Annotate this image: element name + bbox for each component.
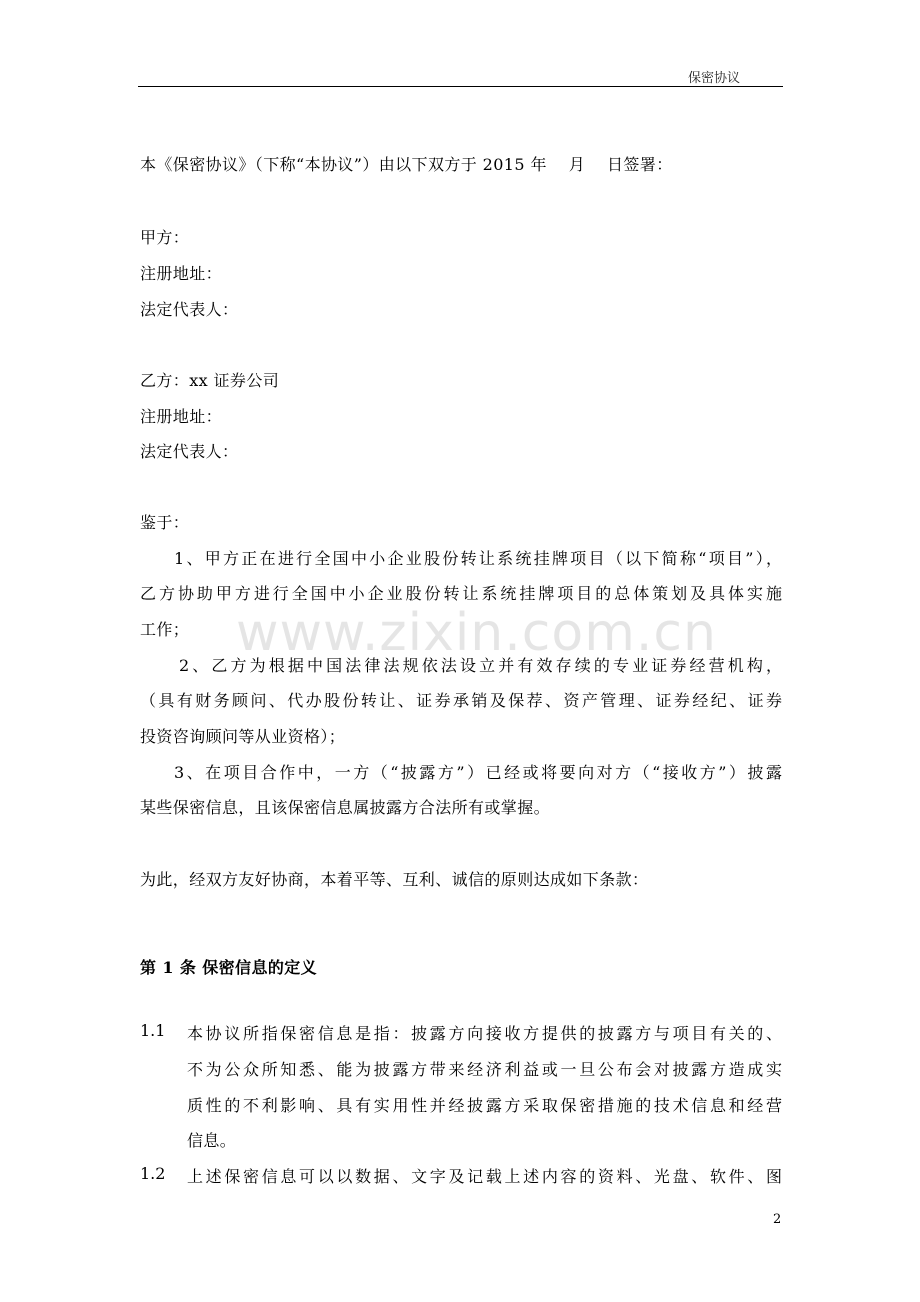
whereas-item-2-line-1: 2、乙方为根据中国法律法规依法设立并有效存续的专业证券经营机构， xyxy=(179,656,782,675)
clause-1-1-number: 1.1 xyxy=(140,1021,166,1040)
party-b-address: 注册地址： xyxy=(140,407,223,426)
clause-1-1-line-1: 本协议所指保密信息是指：披露方向接收方提供的披露方与项目有关的、 xyxy=(187,1024,782,1043)
article-1-title: 第 1 条 保密信息的定义 xyxy=(140,958,318,977)
party-a-address: 注册地址： xyxy=(140,264,223,283)
party-b-representative: 法定代表人： xyxy=(140,442,239,461)
whereas-item-2-line-3: 投资咨询顾问等从业资格）； xyxy=(140,727,346,746)
clause-1-1-line-2: 不为公众所知悉、能为披露方带来经济利益或一旦公布会对披露方造成实 xyxy=(187,1060,782,1079)
party-b-label: 乙方：xx 证券公司 xyxy=(140,371,280,390)
whereas-item-1-line-1: 1、甲方正在进行全国中小企业股份转让系统挂牌项目（以下简称“项目”）， xyxy=(174,549,782,568)
header-rule xyxy=(138,86,783,87)
whereas-item-3-line-2: 某些保密信息，且该保密信息属披露方合法所有或掌握。 xyxy=(140,798,551,817)
running-header: 保密协议 xyxy=(688,71,741,86)
watermark: www.zixin.com.cn xyxy=(236,603,717,663)
party-a-label: 甲方： xyxy=(140,228,190,247)
whereas-item-3-line-1: 3、在项目合作中，一方（“披露方”）已经或将要向对方（“接收方”）披露 xyxy=(174,763,782,782)
whereas-item-1-line-2: 乙方协助甲方进行全国中小企业股份转让系统挂牌项目的总体策划及具体实施 xyxy=(140,584,782,603)
intro-sentence: 本《保密协议》（下称“本协议”）由以下双方于 2015 年 月 日签署： xyxy=(140,155,673,174)
therefore-sentence: 为此，经双方友好协商，本着平等、互利、诚信的原则达成如下条款： xyxy=(140,870,649,889)
clause-1-1-line-3: 质性的不利影响、具有实用性并经披露方采取保密措施的技术信息和经营 xyxy=(187,1096,782,1115)
party-a-representative: 法定代表人： xyxy=(140,300,239,319)
clause-1-2-number: 1.2 xyxy=(140,1164,166,1183)
clause-1-1-line-4: 信息。 xyxy=(187,1131,237,1150)
page-number: 2 xyxy=(773,1212,782,1227)
whereas-item-1-line-3: 工作； xyxy=(140,620,190,639)
whereas-item-2-line-2: （具有财务顾问、代办股份转让、证券承销及保荐、资产管理、证券经纪、证券 xyxy=(140,691,782,710)
whereas-label: 鉴于： xyxy=(140,513,190,532)
clause-1-2-line-1: 上述保密信息可以以数据、文字及记载上述内容的资料、光盘、软件、图 xyxy=(187,1167,782,1186)
